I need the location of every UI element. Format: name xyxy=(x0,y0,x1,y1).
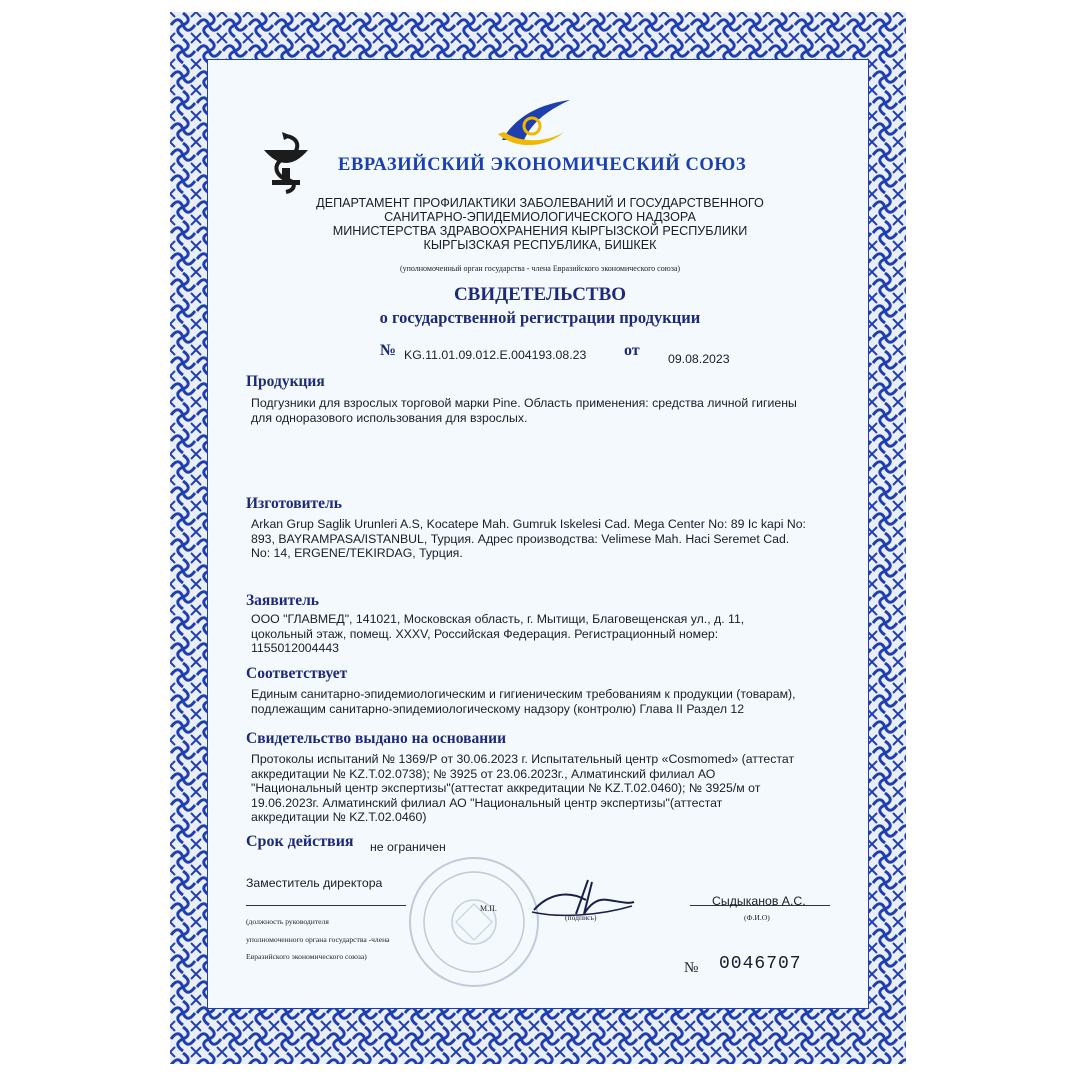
position-caption-3: Евразийского экономического союза) xyxy=(246,952,367,961)
applicant-text xyxy=(251,612,841,656)
certificate-title: СВИДЕТЕЛЬСТВО xyxy=(453,284,627,305)
basis-text xyxy=(251,752,841,825)
department-line-3: МИНИСТЕРСТВА ЗДРАВООХРАНЕНИЯ КЫРГЫЗСКОЙ РЕСПУБЛИКИ xyxy=(332,224,748,238)
conforms-line: подлежащим санитарно-эпидемиологическому надзору (контролю) Глава II Раздел 12 xyxy=(251,701,745,716)
product-line: Подгузники для взрослых торговой марки Pine. Область применения: средства личной гигиены xyxy=(251,396,797,410)
basis-line: аккредитации № KZ.T.02.0460) xyxy=(251,810,427,824)
basis-line: аккредитации № KZ.T.02.0738); № 3925 от 23.06.2023г., Алматинский филиал АО xyxy=(251,766,716,781)
product-line: для одноразового использования для взрослых. xyxy=(251,410,528,425)
basis-line: Протоколы испытаний № 1369/Р от 30.06.2023 г. Испытательный центр «Cosmomed» (аттестат xyxy=(251,752,795,766)
date-label: от xyxy=(624,342,640,359)
position-caption-1: (должность руководителя xyxy=(246,917,329,926)
manufacturer-line: 893, BAYRAMPASA/ISTANBUL, Турция. Адрес производства: Velimese Mah. Haci Seremet Cad. xyxy=(251,531,790,546)
issue-date: 09.08.2023 xyxy=(668,352,730,366)
hygieia-bowl-icon xyxy=(256,128,316,198)
applicant-line: цокольный этаж, помещ. XXXV, Российская Федерация. Регистрационный номер: xyxy=(251,626,719,641)
basis-line: 19.06.2023г. Алматинский филиал АО "Национальный центр экспертизы"(аттестат xyxy=(251,795,723,810)
department-line-1: ДЕПАРТАМЕНТ ПРОФИЛАКТИКИ ЗАБОЛЕВАНИЙ И ГОСУДАРСТВЕННОГО xyxy=(316,196,764,210)
product-heading: Продукция xyxy=(246,373,325,390)
department-line-2: САНИТАРНО-ЭПИДЕМИОЛОГИЧЕСКОГО НАДЗОРА xyxy=(384,210,696,224)
conforms-heading: Соответствует xyxy=(246,665,348,682)
conforms-line: Единым санитарно-эпидемиологическим и гигиеническим требованиям к продукции (товарам), xyxy=(251,687,796,701)
stamp-label: М.П. xyxy=(480,904,497,913)
validity-value: не ограничен xyxy=(370,840,446,854)
conforms-text xyxy=(251,687,841,716)
product-text xyxy=(251,396,841,425)
signatory-position: Заместитель директора xyxy=(246,876,383,890)
manufacturer-heading: Изготовитель xyxy=(246,495,342,512)
position-underline xyxy=(246,905,406,906)
signatory-name: Сыдыканов А.С. xyxy=(712,894,806,908)
union-name: ЕВРАЗИЙСКИЙ ЭКОНОМИЧЕСКИЙ СОЮЗ xyxy=(338,155,747,175)
basis-heading: Свидетельство выдано на основании xyxy=(246,730,506,747)
department-line-4: КЫРГЫЗСКАЯ РЕСПУБЛИКА, БИШКЕК xyxy=(423,238,657,252)
form-number: 0046707 xyxy=(719,954,802,974)
official-seal-icon xyxy=(404,852,544,992)
form-number-label: № xyxy=(684,960,699,976)
manufacturer-text xyxy=(251,517,841,561)
applicant-line: ООО "ГЛАВМЕД", 141021, Московская область, г. Мытищи, Благовещенская ул., д. 11, xyxy=(251,612,745,626)
certificate-subtitle: о государственной регистрации продукции xyxy=(379,308,701,327)
name-caption: (Ф.И.О) xyxy=(744,913,770,922)
manufacturer-line: No: 14, ERGENE/TEKIRDAG, Турция. xyxy=(251,546,463,560)
eaeu-logo-icon xyxy=(496,96,574,152)
certificate-number: KG.11.01.09.012.E.004193.08.23 xyxy=(404,348,587,362)
position-caption-2: уполномоченного органа государства -члена xyxy=(246,935,390,944)
applicant-line: 1155012004443 xyxy=(251,641,339,655)
number-label: № xyxy=(380,342,397,359)
authority-note: (уполномоченный орган государства - члена Евразийского экономического союза) xyxy=(399,264,681,273)
signature-caption: (подпись) xyxy=(565,913,597,922)
manufacturer-line: Arkan Grup Saglik Urunleri A.S, Kocatepe Mah. Gumruk Iskelesi Cad. Mega Center No: 89 Ic kapi No: xyxy=(251,517,806,531)
applicant-heading: Заявитель xyxy=(246,592,320,609)
basis-line: "Национальный центр экспертизы"(аттестат аккредитации № KZ.T.02.0460); № 3925/м от xyxy=(251,781,761,795)
validity-heading: Срок действия xyxy=(246,833,354,850)
